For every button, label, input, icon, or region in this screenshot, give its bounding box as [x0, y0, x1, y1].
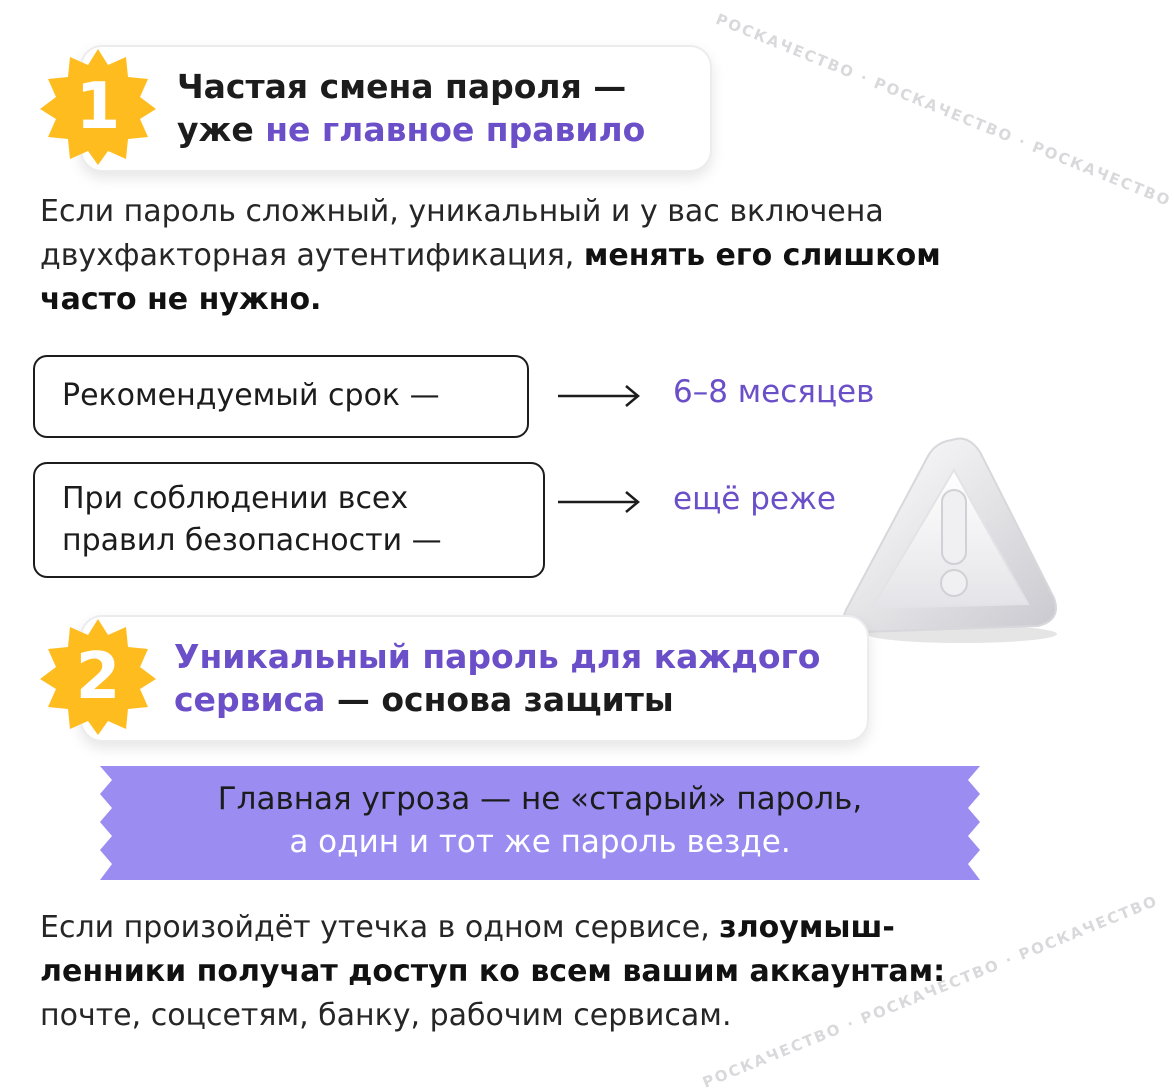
arrow-right-icon [558, 382, 642, 410]
section1-title-accent: не главное правило [265, 110, 646, 149]
watermark-text: РОСКАЧЕСТВО [1029, 137, 1174, 211]
rule1-value: 6–8 месяцев [673, 374, 875, 410]
paragraph2-line1 [40, 906, 945, 950]
paragraph1-line1: Если пароль сложный, уникальный и у вас включена [40, 194, 884, 229]
arrow-right-icon [558, 488, 642, 516]
watermark-bottom-right: РОСКАЧЕСТВО · РОСКАЧЕСТВО · РОСКАЧЕСТВО [700, 891, 1161, 1092]
watermark-text: РОСКАЧЕСТВО [700, 1019, 845, 1092]
section2-title-accent1: Уникальный пароль для каждого [174, 637, 821, 676]
paragraph1 [40, 190, 941, 322]
paragraph2-line1-bold: злоумыш- [719, 910, 895, 945]
section2-title-accent2: сервиса [174, 680, 326, 719]
watermark-text: РОСКАЧЕСТВО [713, 10, 858, 83]
section2-title-line1 [174, 635, 820, 678]
ribbon-text [100, 778, 980, 864]
section1-title-plain: уже [177, 110, 266, 149]
rule2-value: ещё реже [673, 481, 836, 517]
paragraph1-line2 [40, 234, 941, 278]
section2-title-plain: — основа защиты [325, 680, 674, 719]
ribbon-banner [100, 766, 980, 880]
paragraph2-line2-bold: ленники получат доступ ко всем вашим аккаунтам: [40, 954, 946, 989]
watermark-text: РОСКАЧЕСТВО [1016, 891, 1161, 964]
section1-title [177, 65, 645, 151]
paragraph1-line2-bold: менять его слишком [583, 238, 941, 273]
paragraph2-line2 [40, 950, 945, 994]
watermark-text: РОСКАЧЕСТВО [871, 73, 1016, 147]
section1-card [80, 45, 712, 172]
paragraph1-line3 [40, 278, 941, 322]
rule2-arrow [558, 488, 642, 520]
warning-triangle [832, 430, 1064, 644]
paragraph2 [40, 906, 945, 1038]
watermark-top-right: РОСКАЧЕСТВО · РОСКАЧЕСТВО · РОСКАЧЕСТВО [713, 10, 1174, 211]
section1-badge [38, 47, 158, 167]
section1-title-line2 [177, 108, 645, 151]
section2-title [174, 635, 820, 721]
section2-card [80, 615, 869, 742]
watermark-text: РОСКАЧЕСТВО [858, 955, 1003, 1028]
paragraph2-line3: почте, соцсетям, банку, рабочим сервисам. [40, 998, 732, 1033]
ribbon-line2: а один и тот же пароль везде. [289, 824, 791, 860]
section2-badge [38, 617, 158, 737]
paragraph1-line3-bold: часто не нужно. [40, 282, 322, 317]
section2-title-line2 [174, 678, 820, 721]
rule1-arrow [558, 382, 642, 414]
section1-title-line1: Частая смена пароля — [177, 67, 627, 106]
rule1-label: Рекомендуемый срок — [62, 378, 440, 413]
paragraph2-line1-plain: Если произойдёт утечка в одном сервисе, [40, 910, 720, 945]
section1-number: 1 [75, 70, 121, 144]
section2-number: 2 [75, 640, 121, 714]
rule2-label [62, 478, 442, 562]
rule2-label-line1: При соблюдении всех [62, 481, 409, 516]
rule2-label-line2: правил безопасности — [62, 523, 442, 558]
warning-triangle-icon [832, 430, 1064, 644]
paragraph1-line2-plain: двухфакторная аутентификация, [40, 238, 584, 273]
rule2-box [33, 462, 545, 578]
ribbon-line1: Главная угроза — не «старый» пароль, [217, 781, 863, 817]
rule1-box [33, 355, 529, 438]
